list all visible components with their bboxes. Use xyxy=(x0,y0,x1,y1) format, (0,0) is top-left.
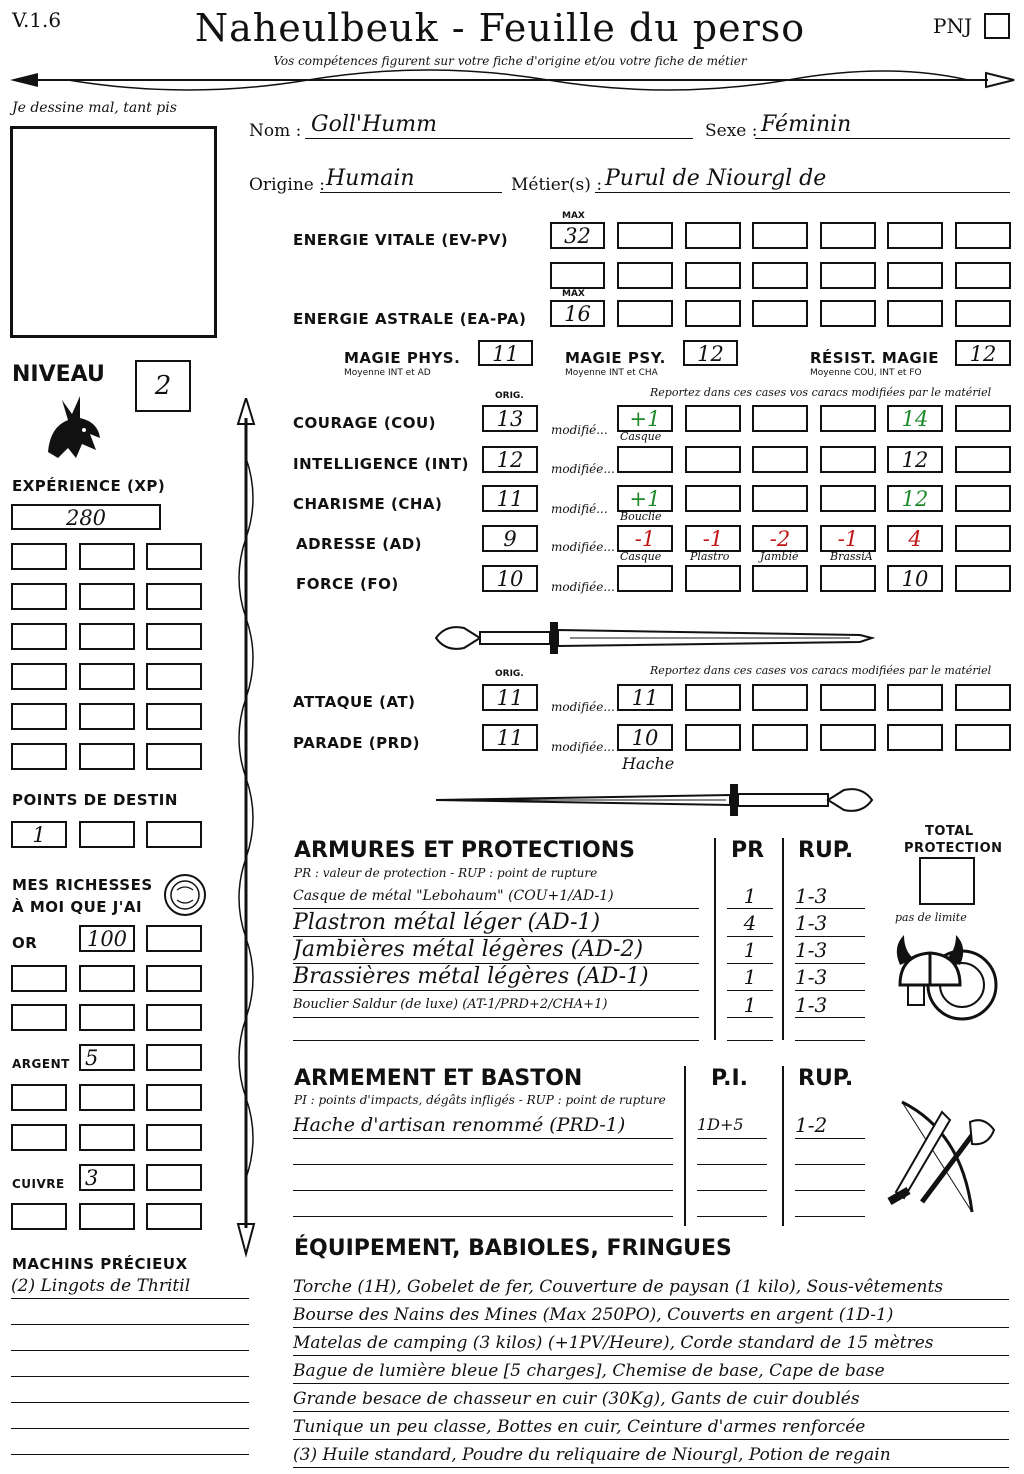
xp-box[interactable] xyxy=(146,583,202,610)
destin-label: POINTS DE DESTIN xyxy=(12,791,178,809)
armures-title: ARMURES ET PROTECTIONS xyxy=(294,838,635,863)
origine-label: Origine : xyxy=(249,175,325,195)
armure-rup-value: 1-3 xyxy=(795,938,828,962)
magie-psy-label: MAGIE PSY. xyxy=(565,349,666,367)
no-limit-note: pas de limite xyxy=(895,911,967,924)
argent-box-empty[interactable] xyxy=(146,1044,202,1071)
money-box[interactable] xyxy=(79,1124,135,1151)
origine-value: Humain xyxy=(326,166,415,191)
metier-label: Métier(s) : xyxy=(511,175,603,195)
precieux-line[interactable] xyxy=(11,1328,249,1351)
or-label: OR xyxy=(12,934,38,952)
attaque-modifiee: modifiée... xyxy=(551,700,615,714)
armure-pr[interactable] xyxy=(727,910,773,937)
caracs-orig-label: ORIG. xyxy=(495,391,524,401)
ev-track-box[interactable] xyxy=(752,262,808,289)
adresse-mod-box[interactable]: -1 xyxy=(617,525,673,552)
charisme-mod-box-empty[interactable] xyxy=(685,485,741,512)
ea-track-box[interactable] xyxy=(752,300,808,327)
magie-phys-box[interactable]: 11 xyxy=(478,340,533,366)
resist-magie-sub: Moyenne COU, INT et FO xyxy=(810,368,922,378)
combat-orig-label: ORIG. xyxy=(495,669,524,679)
ev-track-box[interactable] xyxy=(617,222,673,249)
money-box[interactable] xyxy=(11,965,67,992)
charisme-label: CHARISME (CHA) xyxy=(293,495,443,513)
armement-title: ARMEMENT ET BASTON xyxy=(294,1066,583,1091)
xp-box[interactable] xyxy=(146,663,202,690)
money-box[interactable] xyxy=(146,1084,202,1111)
armure-pr[interactable] xyxy=(727,993,773,1018)
equipement-line[interactable]: Matelas de camping (3 kilos) (+1PV/Heure), Corde standard de 15 mètres xyxy=(293,1331,1009,1356)
armure-row[interactable] xyxy=(293,884,699,909)
precieux-line[interactable] xyxy=(11,1276,249,1299)
charisme-mod-note: Bouclie xyxy=(620,510,662,523)
richesses-label-2: À MOI QUE J'AI xyxy=(12,898,143,916)
sword-icon xyxy=(430,778,875,822)
force-modifiee: modifiée... xyxy=(551,580,615,594)
armure-name: Bouclier Saldur (de luxe) (AT-1/PRD+2/CHA+1) xyxy=(293,997,608,1012)
courage-label: COURAGE (COU) xyxy=(293,414,437,432)
armure-rup-value: 1-3 xyxy=(795,993,828,1017)
adresse-orig-box[interactable]: 9 xyxy=(482,525,538,552)
armures-sub: PR : valeur de protection - RUP : point de rupture xyxy=(294,866,598,880)
arme-rup[interactable] xyxy=(795,1192,865,1217)
intelligence-orig-box[interactable]: 12 xyxy=(482,446,538,473)
ev-track-box[interactable] xyxy=(887,262,943,289)
ev-track-box[interactable] xyxy=(955,222,1011,249)
richesses-label-1: MES RICHESSES xyxy=(12,876,153,894)
parade-mod-box-empty[interactable] xyxy=(887,724,943,751)
vertical-spear-icon xyxy=(228,398,264,1258)
money-box[interactable] xyxy=(11,1084,67,1111)
attaque-orig-box[interactable]: 11 xyxy=(482,684,538,711)
ea-max-label: MAX xyxy=(562,289,585,299)
arme-pi[interactable] xyxy=(697,1112,767,1139)
precieux-line[interactable] xyxy=(11,1406,249,1429)
courage-mod-box-empty[interactable] xyxy=(752,405,808,432)
armures-pr-header: PR xyxy=(731,838,765,863)
destin-box-empty[interactable] xyxy=(146,821,202,848)
precieux-line[interactable] xyxy=(11,1380,249,1403)
force-orig-box[interactable]: 10 xyxy=(482,565,538,592)
ea-track-box[interactable] xyxy=(685,300,741,327)
equipement-line[interactable]: Torche (1H), Gobelet de fer, Couverture de paysan (1 kilo), Sous-vêtements xyxy=(293,1275,1009,1300)
resist-magie-label: RÉSIST. MAGIE xyxy=(810,349,940,367)
adresse-mod-note: Jambiè xyxy=(760,550,799,563)
armure-pr-value: 4 xyxy=(743,911,757,935)
armure-row[interactable] xyxy=(293,937,699,964)
sexe-field[interactable] xyxy=(755,112,1010,139)
adresse-mod-box[interactable]: -2 xyxy=(752,525,808,552)
armure-row[interactable] xyxy=(293,1020,699,1041)
destin-box-empty[interactable] xyxy=(79,821,135,848)
intelligence-modifiee: modifiée... xyxy=(551,462,615,476)
version-label: V.1.6 xyxy=(12,8,62,32)
xp-box[interactable] xyxy=(146,743,202,770)
ev-label: ENERGIE VITALE (EV-PV) xyxy=(293,231,509,249)
metier-value: Purul de Niourgl de xyxy=(605,166,827,191)
courage-mod-box[interactable]: +1 xyxy=(617,405,673,432)
adresse-mod-note: BrassiA xyxy=(830,550,873,563)
ev-track-box[interactable] xyxy=(685,262,741,289)
parade-mod-box-empty[interactable] xyxy=(685,724,741,751)
equipement-line[interactable]: Bourse des Nains des Mines (Max 250PO), Couverts en argent (1D-1) xyxy=(293,1303,1009,1328)
armure-rup-value: 1-3 xyxy=(795,965,828,989)
money-box[interactable] xyxy=(79,1203,135,1230)
parade-mod-note: Hache xyxy=(622,754,675,773)
niveau-label: NIVEAU xyxy=(12,362,105,387)
ev-track-box[interactable] xyxy=(820,222,876,249)
intelligence-mod-box[interactable] xyxy=(617,446,673,473)
adresse-modifiee: modifiée... xyxy=(551,540,615,554)
xp-box[interactable] xyxy=(79,623,135,650)
sexe-label: Sexe : xyxy=(705,121,758,141)
armure-name: Brassières métal légères (AD-1) xyxy=(293,964,649,989)
armure-name: Jambières métal légères (AD-2) xyxy=(293,937,644,962)
parade-modifiee: modifiée... xyxy=(551,740,615,754)
ev-track-box[interactable] xyxy=(820,262,876,289)
armure-pr-value: 1 xyxy=(743,884,757,908)
xp-box[interactable] xyxy=(11,703,67,730)
parade-orig-box[interactable]: 11 xyxy=(482,724,538,751)
arme-row[interactable] xyxy=(293,1140,673,1165)
arme-pi[interactable] xyxy=(697,1140,767,1165)
armure-rup[interactable] xyxy=(795,937,865,964)
armure-pr-value: 1 xyxy=(743,993,757,1017)
attaque-mod-box-empty[interactable] xyxy=(752,684,808,711)
adresse-mod-box-empty[interactable] xyxy=(955,525,1011,552)
courage-orig-box[interactable]: 13 xyxy=(482,405,538,432)
intelligence-final-box[interactable]: 12 xyxy=(887,446,943,473)
money-box[interactable] xyxy=(146,965,202,992)
force-mod-box[interactable] xyxy=(820,565,876,592)
force-label: FORCE (FO) xyxy=(296,575,399,593)
xp-box[interactable] xyxy=(146,623,202,650)
xp-box[interactable] xyxy=(11,543,67,570)
xp-box[interactable] xyxy=(146,703,202,730)
sexe-value: Féminin xyxy=(761,112,852,137)
xp-box[interactable] xyxy=(146,543,202,570)
ev-track-box[interactable] xyxy=(955,262,1011,289)
intelligence-label: INTELLIGENCE (INT) xyxy=(293,455,469,473)
dragon-icon xyxy=(40,392,106,462)
ev-track-box[interactable] xyxy=(685,222,741,249)
force-mod-box[interactable] xyxy=(685,565,741,592)
intelligence-mod-box[interactable] xyxy=(820,446,876,473)
metier-field[interactable] xyxy=(595,166,1010,193)
niveau-box[interactable]: 2 xyxy=(135,360,191,412)
xp-box[interactable] xyxy=(79,583,135,610)
xp-box[interactable] xyxy=(79,743,135,770)
armure-pr[interactable] xyxy=(727,964,773,991)
ev-track-box[interactable] xyxy=(752,222,808,249)
ev-max-box[interactable]: 32 xyxy=(550,222,605,249)
parade-mod-box[interactable]: 10 xyxy=(617,724,673,751)
force-final-box[interactable]: 10 xyxy=(887,565,943,592)
armures-rup-header: RUP. xyxy=(798,838,854,863)
money-box[interactable] xyxy=(11,1203,67,1230)
money-box[interactable] xyxy=(146,1004,202,1031)
attaque-mod-box[interactable]: 11 xyxy=(617,684,673,711)
money-box[interactable] xyxy=(11,1004,67,1031)
crossed-weapons-icon xyxy=(882,1092,1002,1217)
attaque-mod-box-empty[interactable] xyxy=(685,684,741,711)
spear-divider-icon xyxy=(8,68,1016,92)
xp-box[interactable] xyxy=(11,663,67,690)
money-box[interactable] xyxy=(79,965,135,992)
experience-box[interactable]: 280 xyxy=(11,504,161,530)
destin-box[interactable]: 1 xyxy=(11,821,67,848)
arme-rup-value: 1-2 xyxy=(795,1113,828,1137)
nom-value: Goll'Humm xyxy=(311,112,438,137)
courage-final-box[interactable]: 14 xyxy=(887,405,943,432)
equipement-title: ÉQUIPEMENT, BABIOLES, FRINGUES xyxy=(294,1236,732,1261)
armement-sub: PI : points d'impacts, dégâts infligés - RUP : point de rupture xyxy=(294,1093,666,1107)
precieux-line[interactable] xyxy=(11,1432,249,1455)
money-box[interactable] xyxy=(11,1124,67,1151)
money-box[interactable] xyxy=(146,1124,202,1151)
xp-box[interactable] xyxy=(11,623,67,650)
arme-pi-value: 1D+5 xyxy=(697,1115,744,1134)
armure-rup[interactable] xyxy=(795,910,865,937)
equipement-line[interactable]: (3) Huile standard, Poudre du reliquaire de Niourgl, Potion de regain xyxy=(293,1443,1009,1468)
ev-max-label: MAX xyxy=(562,211,585,221)
equipement-line[interactable]: Grande besace de chasseur en cuir (30Kg), Gants de cuir doublés xyxy=(293,1387,1009,1412)
magie-psy-sub: Moyenne INT et CHA xyxy=(565,368,658,378)
attaque-mod-box-empty[interactable] xyxy=(955,684,1011,711)
portrait-caption: Je dessine mal, tant pis xyxy=(12,100,177,116)
total-protection-label-1: TOTAL xyxy=(925,824,974,839)
armure-rup[interactable] xyxy=(795,884,865,909)
courage-mod-box-empty[interactable] xyxy=(955,405,1011,432)
force-mod-box[interactable] xyxy=(617,565,673,592)
ea-track-box[interactable] xyxy=(955,300,1011,327)
money-box[interactable] xyxy=(79,1004,135,1031)
armure-rup[interactable] xyxy=(795,1020,865,1041)
courage-mod-box-empty[interactable] xyxy=(820,405,876,432)
magie-phys-sub: Moyenne INT et AD xyxy=(344,368,431,378)
equipement-line[interactable]: Tunique un peu classe, Bottes en cuir, Ceinture d'armes renforcée xyxy=(293,1415,1009,1440)
xp-box[interactable] xyxy=(11,743,67,770)
money-box[interactable] xyxy=(146,1203,202,1230)
sword-icon xyxy=(430,616,875,660)
argent-label: ARGENT xyxy=(12,1057,70,1071)
charisme-modifie: modifié... xyxy=(551,502,608,516)
armure-row[interactable] xyxy=(293,910,699,937)
arme-pi[interactable] xyxy=(697,1166,767,1191)
courage-mod-box-empty[interactable] xyxy=(685,405,741,432)
nom-label: Nom : xyxy=(249,121,302,141)
force-mod-box[interactable] xyxy=(752,565,808,592)
ea-label: ENERGIE ASTRALE (EA-PA) xyxy=(293,310,527,328)
adresse-label: ADRESSE (AD) xyxy=(296,535,423,553)
attaque-mod-box-empty[interactable] xyxy=(887,684,943,711)
pnj-checkbox[interactable] xyxy=(984,13,1010,39)
or-box[interactable]: 100 xyxy=(79,925,135,952)
precieux-line[interactable] xyxy=(11,1354,249,1377)
equipement-line[interactable]: Bague de lumière bleue [5 charges], Chemise de base, Cape de base xyxy=(293,1359,1009,1384)
adresse-mod-note: Casque xyxy=(620,550,662,563)
xp-box[interactable] xyxy=(11,583,67,610)
magie-phys-label: MAGIE PHYS. xyxy=(344,349,461,367)
armure-name: Plastron métal léger (AD-1) xyxy=(293,910,601,935)
resist-magie-box[interactable]: 12 xyxy=(955,340,1011,366)
attaque-label: ATTAQUE (AT) xyxy=(293,693,416,711)
sheet-title: Naheulbeuk - Feuille du perso xyxy=(194,6,806,50)
arme-row[interactable] xyxy=(293,1192,673,1217)
xp-box[interactable] xyxy=(79,703,135,730)
armure-rup-value: 1-3 xyxy=(795,884,828,908)
armure-pr[interactable] xyxy=(727,1020,773,1041)
armure-pr[interactable] xyxy=(727,937,773,964)
armement-divider xyxy=(782,1066,784,1226)
nom-field[interactable] xyxy=(305,112,693,139)
argent-box[interactable]: 5 xyxy=(79,1044,135,1071)
ea-track-box[interactable] xyxy=(887,300,943,327)
intelligence-mod-box[interactable] xyxy=(752,446,808,473)
helmet-shield-icon xyxy=(890,925,1000,1035)
magie-psy-box[interactable]: 12 xyxy=(683,340,738,366)
cuivre-box[interactable]: 3 xyxy=(79,1164,135,1191)
armures-divider xyxy=(782,838,784,1040)
courage-modifie: modifié... xyxy=(551,423,608,437)
parade-mod-box-empty[interactable] xyxy=(955,724,1011,751)
armement-rup-header: RUP. xyxy=(798,1066,854,1091)
force-mod-box[interactable] xyxy=(955,565,1011,592)
cuivre-label: CUIVRE xyxy=(12,1177,65,1191)
ea-max-box[interactable]: 16 xyxy=(550,300,605,327)
charisme-mod-box-empty[interactable] xyxy=(955,485,1011,512)
parade-mod-box-empty[interactable] xyxy=(752,724,808,751)
arme-rup[interactable] xyxy=(795,1140,865,1165)
pnj-label: PNJ xyxy=(933,14,972,38)
origine-field[interactable] xyxy=(320,166,502,193)
charisme-mod-box[interactable]: +1 xyxy=(617,485,673,512)
intelligence-mod-box[interactable] xyxy=(955,446,1011,473)
cuivre-box-empty[interactable] xyxy=(146,1164,202,1191)
money-box[interactable] xyxy=(79,1084,135,1111)
charisme-mod-box-empty[interactable] xyxy=(752,485,808,512)
xp-box[interactable] xyxy=(79,663,135,690)
or-box-empty[interactable] xyxy=(146,925,202,952)
combat-report-note: Reportez dans ces cases vos caracs modifiées par le matériel xyxy=(650,664,992,677)
precieux-label: MACHINS PRÉCIEUX xyxy=(12,1255,188,1273)
armure-rup-value: 1-3 xyxy=(795,911,828,935)
total-protection-box[interactable] xyxy=(919,857,975,905)
ev-track-box[interactable] xyxy=(887,222,943,249)
charisme-orig-box[interactable]: 11 xyxy=(482,485,538,512)
arme-pi[interactable] xyxy=(697,1192,767,1217)
arme-row[interactable] xyxy=(293,1112,673,1139)
parade-mod-box-empty[interactable] xyxy=(820,724,876,751)
adresse-mod-box[interactable]: -1 xyxy=(685,525,741,552)
armure-pr[interactable] xyxy=(727,884,773,909)
ev-track-box[interactable] xyxy=(550,262,605,289)
experience-label: EXPÉRIENCE (XP) xyxy=(12,477,166,495)
portrait-box[interactable] xyxy=(10,126,217,338)
caracs-report-note: Reportez dans ces cases vos caracs modifiées par le matériel xyxy=(650,386,992,399)
armure-row[interactable] xyxy=(293,993,699,1018)
adresse-mod-box[interactable]: -1 xyxy=(820,525,876,552)
arme-rup[interactable] xyxy=(795,1166,865,1191)
armure-rup[interactable] xyxy=(795,993,865,1018)
armement-divider xyxy=(684,1066,686,1226)
attaque-mod-box-empty[interactable] xyxy=(820,684,876,711)
armement-pi-header: P.I. xyxy=(711,1066,748,1091)
armure-name: Casque de métal "Lebohaum" (COU+1/AD-1) xyxy=(293,888,614,904)
armure-rup[interactable] xyxy=(795,964,865,991)
xp-box[interactable] xyxy=(79,543,135,570)
armures-divider xyxy=(714,838,716,1040)
ev-track-box[interactable] xyxy=(617,262,673,289)
adresse-final-box[interactable]: 4 xyxy=(887,525,943,552)
charisme-final-box[interactable]: 12 xyxy=(887,485,943,512)
ea-track-box[interactable] xyxy=(820,300,876,327)
armure-row[interactable] xyxy=(293,964,699,991)
armure-pr-value: 1 xyxy=(743,938,757,962)
charisme-mod-box-empty[interactable] xyxy=(820,485,876,512)
arme-row[interactable] xyxy=(293,1166,673,1191)
adresse-mod-note: Plastro xyxy=(690,550,730,563)
arme-name: Hache d'artisan renommé (PRD-1) xyxy=(293,1114,626,1136)
coin-icon xyxy=(162,872,208,918)
intelligence-mod-box[interactable] xyxy=(685,446,741,473)
ea-track-box[interactable] xyxy=(617,300,673,327)
parade-label: PARADE (PRD) xyxy=(293,734,421,752)
precieux-line[interactable] xyxy=(11,1302,249,1325)
total-protection-label-2: PROTECTION xyxy=(904,841,1003,856)
subtitle: Vos compétences figurent sur votre fiche d'origine et/ou votre fiche de métier xyxy=(273,54,747,68)
precieux-item: (2) Lingots de Thritil xyxy=(11,1276,191,1296)
arme-rup[interactable] xyxy=(795,1112,865,1139)
armure-pr-value: 1 xyxy=(743,965,757,989)
courage-mod-note: Casque xyxy=(620,430,662,443)
